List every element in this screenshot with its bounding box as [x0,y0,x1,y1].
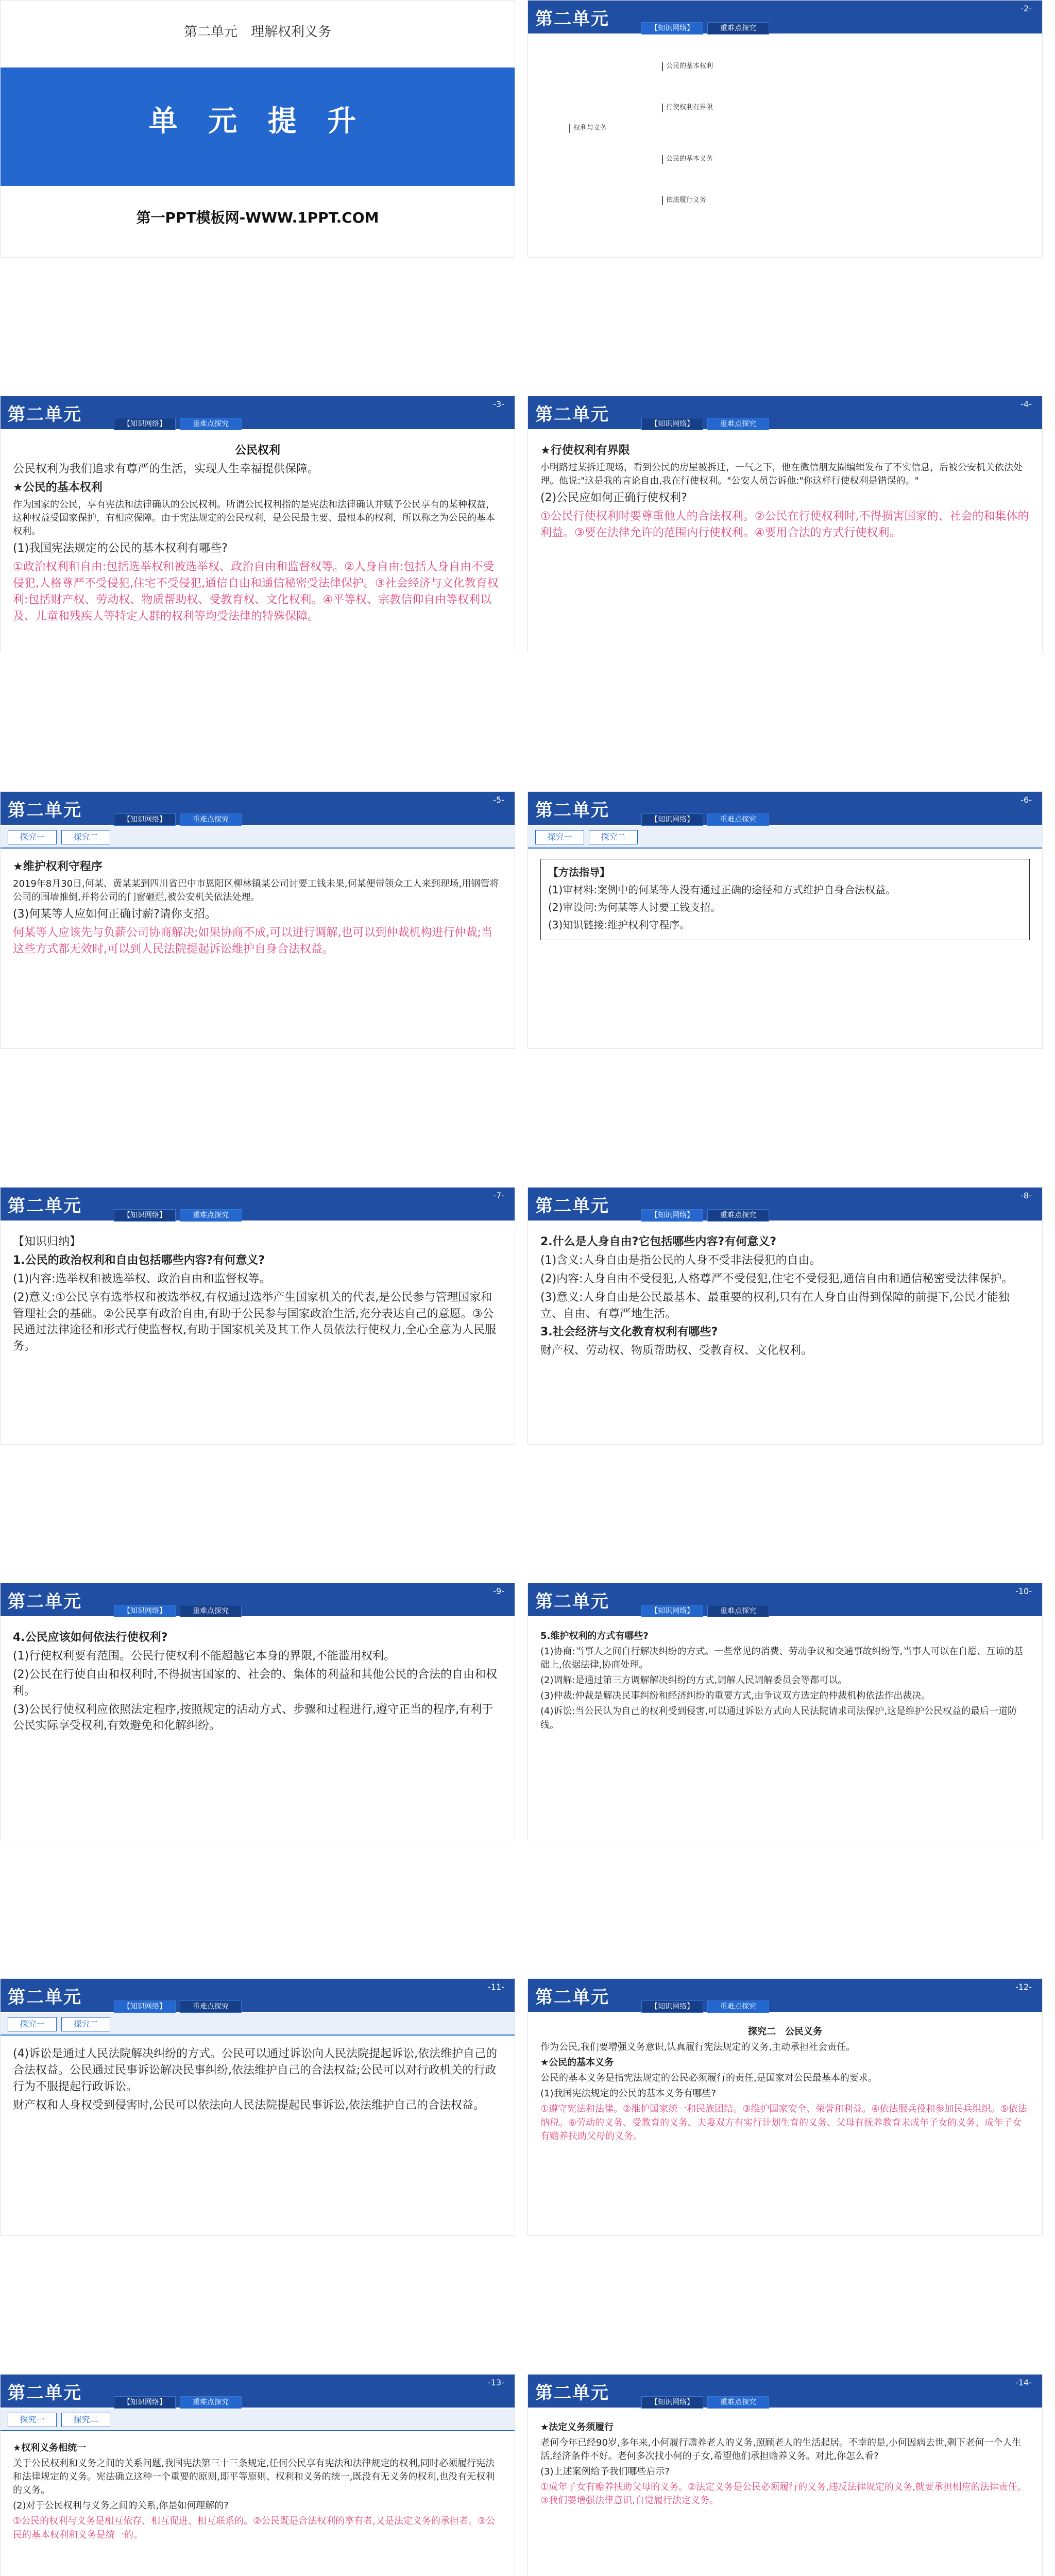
answer: 何某等人应该先与负薪公司协商解决;如果协商不成,可以进行调解,也可以到仲裁机构进行仲裁;当这些方式都无效时,可以到人民法院提起诉讼维护自身合法权益。 [13,926,492,956]
slide-14 [528,2374,1043,2576]
tab-knowledge[interactable]: 【知识网络】 [641,22,703,35]
subtab-explore-2[interactable]: 探究二 [61,2413,110,2427]
text-line: 公民的基本义务是指宪法规定的公民必须履行的责任,是国家对公民最基本的要求。 [540,2073,877,2084]
tab-knowledge[interactable]: 【知识网络】 [641,814,703,826]
slide-content [540,2421,1030,2510]
slide-header [1,1188,515,1221]
tab-explore[interactable]: 重难点探究 [707,2001,769,2013]
question: (1)我国宪法规定的公民的基本义务有哪些? [540,2088,717,2099]
tab-explore[interactable]: 重难点探究 [707,814,769,826]
tab-explore[interactable]: 重难点探究 [707,1209,769,1222]
unit-label: 第二单元 [535,1591,609,1612]
unit-label: 第二单元 [8,404,82,425]
subtab-explore-1[interactable]: 探究一 [535,830,584,844]
slide-header [1,396,515,429]
slide-4 [528,396,1043,653]
slide-content [13,443,502,626]
text-line: (2)公民在行使自由和权利时,不得损害国家的、社会的、集体的利益和其他公民的合法的自由和权利。 [13,1668,498,1698]
method-title: 【方法指导】 [548,866,610,878]
slide-header [528,2375,1042,2408]
slide-13 [0,2374,515,2576]
text-heading: ★公民的基本义务 [540,2057,614,2069]
slide-12 [528,1978,1043,2236]
text-line: (3)知识链接:维护权利守程序。 [548,919,690,931]
tab-knowledge[interactable]: 【知识网络】 [641,2001,703,2013]
question: 1.公民的政治权利和自由包括哪些内容?有何意义? [13,1253,265,1267]
slide-header [528,1188,1042,1221]
slide-content [13,859,502,960]
text-line: (4)诉讼是通过人民法院解决纠纷的方式。公民可以通过诉讼向人民法院提起诉讼,依法维护自己的合法权益。公民通过民事诉讼解决民事纠纷,依法维护自己的合法权益;公民可以对行政机关的行政行为不服提起行政诉讼。 [13,2047,498,2093]
question: (1)我国宪法规定的公民的基本权利有哪些? [13,541,228,555]
slide-2 [528,0,1043,258]
page-number: -12- [1015,1982,1032,1992]
sub-tab-bar [1,2013,515,2036]
subtab-explore-1[interactable]: 探究一 [8,2017,57,2031]
answer: ①公民的权利与义务是相互依存、相互促进、相互联系的。②公民既是合法权利的享有者,又是法定义务的承担者。③公民的基本权利和义务是统一的。 [13,2516,496,2540]
unit-label: 第二单元 [535,9,609,29]
unit-label: 第二单元 [8,800,82,821]
unit-label: 第二单元 [535,1196,609,1216]
subtab-explore-2[interactable]: 探究二 [61,830,110,844]
subtab-explore-2[interactable]: 探究二 [61,2017,110,2031]
slide-cover [0,0,515,258]
slide-content [540,2025,1030,2145]
text-line: (4)诉讼:当公民认为自己的权利受到侵害,可以通过诉讼方式向人民法院请求司法保护,这是维护公民权益的最后一道防线。 [540,1706,1017,1731]
tab-knowledge[interactable]: 【知识网络】 [114,2396,176,2409]
text-line: (3)公民行使权利应依照法定程序,按照规定的活动方式、步骤和过程进行,遵守正当的程序,有利于公民实际享受权利,有效避免和化解纠纷。 [13,1703,494,1733]
text-heading: ★维护权利守程序 [13,860,103,873]
page-number: -13- [488,2378,504,2387]
text-line: (1)协商:当事人之间自行解决纠纷的方式。一些常见的消费、劳动争议和交通事故纠纷等,当事人可以在自愿、互谅的基础上,依据法律,协商处理。 [540,1646,1024,1671]
unit-label: 第二单元 [8,1196,82,1216]
mindmap-node: 行使权利有界限 [662,104,713,112]
unit-label: 第二单元 [535,404,609,425]
tab-knowledge[interactable]: 【知识网络】 [641,2396,703,2409]
text-line: (2)内容:人身自由不受侵犯,人格尊严不受侵犯,住宅不受侵犯,通信自由和通信秘密受法律保护。 [540,1272,1013,1285]
tab-explore[interactable]: 重难点探究 [180,2396,242,2409]
sub-tab-bar [1,2409,515,2431]
slide-content [13,2046,502,2116]
text-line: 2019年8月30日,何某、黄某某到四川省巴中市恩阳区柳林镇某公司讨要工钱未果,何某便带领众工人来到现场,用钢管将公司的围墙推倒,并将公司的门窗砸烂,被公安机关依法处理。 [13,878,499,903]
slide-11 [0,1978,515,2236]
text-line: (1)含义:人身自由是指公民的人身不受非法侵犯的自由。 [540,1253,821,1267]
unit-label: 第二单元 [8,1987,82,2008]
slide-content [540,859,1030,940]
unit-label: 第二单元 [535,1987,609,2008]
slide-title: 公民权利 [234,444,280,457]
cover-caption: 第二单元 理解权利义务 [183,24,331,40]
slide-header [1,792,515,825]
text-line: 财产权、劳动权、物质帮助权、受教育权、文化权利。 [540,1344,813,1358]
question: 3.社会经济与文化教育权利有哪些? [540,1326,718,1339]
slide-header [1,1583,515,1616]
section-label: 【知识归纳】 [13,1235,81,1248]
answer: ①成年子女有赡养扶助父母的义务。②法定义务是公民必须履行的义务,违反法律规定的义务,就要承担相应的法律责任。③我们要增强法律意识,自觉履行法定义务。 [540,2482,1027,2506]
tab-knowledge[interactable]: 【知识网络】 [114,814,176,826]
text-line: (3)仲裁:仲裁是解决民事纠纷和经济纠纷的重要方式,由争议双方选定的仲裁机构依法作出裁决。 [540,1690,931,1702]
tab-knowledge[interactable]: 【知识网络】 [114,1605,176,1617]
text-line: (1)内容:选举权和被选举权、政治自由和监督权等。 [13,1272,271,1285]
slide-content [13,1234,502,1357]
tab-explore[interactable]: 重难点探究 [707,418,769,430]
slide-8 [528,1187,1043,1445]
cover-site: 第一PPT模板网-WWW.1PPT.COM [136,209,379,226]
text-line: (3)意义:人身自由是公民最基本、最重要的权利,只有在人身自由得到保障的前提下,公民才能独立、自由、有尊严地生活。 [540,1291,1010,1320]
text-heading: ★权利义务相统一 [13,2443,87,2453]
mindmap-node: 依法履行义务 [662,196,706,205]
question: (3)何某等人应如何正确讨薪?请你支招。 [13,908,216,921]
unit-label: 第二单元 [8,2383,82,2403]
page-number: -7- [493,1191,504,1200]
subtab-explore-1[interactable]: 探究一 [8,830,57,844]
page-number: -2- [1020,4,1032,13]
slide-header [528,1979,1042,2012]
page-number: -3- [493,399,504,409]
tab-explore[interactable]: 重难点探究 [180,1209,242,1222]
slide-header [528,396,1042,429]
slide-5 [0,791,515,1049]
text-line: (2)调解:是通过第三方调解解决纠纷的方式,调解人民调解委员会等都可以。 [540,1675,847,1686]
slide-header [1,1979,515,2012]
page-number: -11- [488,1982,504,1992]
page-number: -5- [493,795,504,805]
page-number: -9- [493,1586,504,1596]
question: (3)上述案例给予我们哪些启示? [540,2466,670,2478]
text-line: 公民权利为我们追求有尊严的生活，实现人生幸福提供保障。 [13,462,319,476]
slide-3 [0,396,515,653]
tab-explore[interactable]: 重难点探究 [180,418,242,430]
slide-6 [528,791,1043,1049]
tab-explore[interactable]: 重难点探究 [180,1605,242,1617]
tab-knowledge[interactable]: 【知识网络】 [114,418,176,430]
slide-content [540,1630,1030,1734]
slide-content [13,2442,502,2544]
page-number: -4- [1020,399,1032,409]
question: 4.公民应该如何依法行使权利? [13,1631,168,1644]
slide-10 [528,1583,1043,1840]
question: 5.维护权利的方式有哪些? [540,1631,649,1641]
mindmap-node: 权利与义务 [569,124,607,133]
tab-explore[interactable]: 重难点探究 [180,814,242,826]
slide-title: 探究二 公民义务 [748,2026,822,2037]
text-line: (2)意义:①公民享有选举权和被选举权,有权通过选举产生国家机关的代表,是公民参与管理国家和管理社会的基础。②公民享有政治自由,有助于公民参与国家政治生活,充分表达自己的意愿。③公民通过法律途径和形式行使监督权,有助于国家机关及其工作人员依法行使权力,全心全意为人民服务。 [13,1291,496,1353]
text-heading: ★公民的基本权利 [13,481,103,494]
text-line: (2)审设问:为何某等人讨要工钱支招。 [548,901,721,913]
mindmap [569,42,1023,248]
page-number: -14- [1015,2378,1032,2387]
page-number: -6- [1020,795,1032,805]
unit-label: 第二单元 [535,800,609,821]
unit-label: 第二单元 [8,1591,82,1612]
tab-explore[interactable]: 重难点探究 [707,2396,769,2409]
tab-explore[interactable]: 重难点探究 [707,22,769,35]
text-line: 老何今年已经90岁,多年来,小何履行赡养老人的义务,照顾老人的生活起居。不幸的是,小何因病去世,剩下老何一个人生活,经济条件不好。老何多次找小何的子女,希望他们承担赡养义务。对此,你怎么看? [540,2437,1022,2462]
unit-label: 第二单元 [535,2383,609,2403]
slide-7 [0,1187,515,1445]
text-heading: ★法定义务须履行 [540,2422,614,2433]
answer: ①遵守宪法和法律。②维护国家统一和民族团结。③维护国家安全、荣誉和利益。④依法服兵役和参加民兵组织。⑤依法纳税。⑥劳动的义务、受教育的义务、夫妻双方有实行计划生育的义务、父母有抚养教育未成年子女的义务、成年子女有赡养扶助父母的义务。 [540,2104,1027,2142]
cover-title: 单 元 提 升 [148,105,367,138]
slide-header [528,1,1042,33]
mindmap-node: 公民的基本义务 [662,155,713,164]
text-line: 作为国家的公民，享有宪法和法律确认的公民权利。所谓公民权利指的是宪法和法律确认并赋予公民享有的某种权益，这种权益受国家保护，有相应保障。由于宪法规定的公民权利，是公民最主要、最根本的权利，所以称之为公民的基本权利。 [13,499,495,537]
slide-content [13,1630,502,1736]
tab-knowledge[interactable]: 【知识网络】 [641,1605,703,1617]
subtab-explore-2[interactable]: 探究二 [589,830,638,844]
text-line: 财产权和人身权受到侵害时,公民可以依法向人民法院提起民事诉讼,依法维护自己的合法权益。 [13,2098,485,2112]
slide-header [528,1583,1042,1616]
text-line: (1)行使权利要有范围。公民行使权利不能超越它本身的界限,不能滥用权利。 [13,1649,396,1663]
question: 2.什么是人身自由?它包括哪些内容?有何意义? [540,1235,776,1248]
question: (2)公民应如何正确行使权利? [540,492,687,505]
answer: ①政治权利和自由:包括选举权和被选举权、政治自由和监督权等。②人身自由:包括人身自由不受侵犯,人格尊严不受侵犯,住宅不受侵犯,通信自由和通信秘密受法律保护。③社会经济与文化教育权利:包括财产权、劳动权、物质帮助权、受教育权、文化权利。④平等权、宗教信仰自由等权利以及、儿童和残疾人等特定人群的权利等均受法律的特殊保障。 [13,560,499,623]
page-number: -8- [1020,1191,1032,1200]
slide-content [540,1234,1030,1361]
text-line: (1)审材料:案例中的何某等人没有通过正确的途径和方式维护自身合法权益。 [548,884,896,896]
page-number: -10- [1015,1586,1032,1596]
tab-knowledge[interactable]: 【知识网络】 [641,1209,703,1222]
tab-knowledge[interactable]: 【知识网络】 [114,1209,176,1222]
tab-knowledge[interactable]: 【知识网络】 [641,418,703,430]
tab-explore[interactable]: 重难点探究 [180,2001,242,2013]
text-heading: ★行使权利有界限 [540,444,630,457]
slide-9 [0,1583,515,1840]
subtab-explore-1[interactable]: 探究一 [8,2413,57,2427]
sub-tab-bar [528,826,1042,849]
text-line: 作为公民,我们要增强义务意识,认真履行宪法规定的义务,主动承担社会责任。 [540,2042,856,2053]
slide-header [528,792,1042,825]
sub-tab-bar [1,826,515,849]
answer: ①公民行使权利时要尊重他人的合法权利。②公民在行使权利时,不得损害国家的、社会的和集体的利益。③要在法律允许的范围内行使权利。④要用合法的方式行使权利。 [540,510,1029,539]
mindmap-node: 公民的基本权利 [662,62,713,71]
slide-header [1,2375,515,2408]
text-line: 关于公民权利和义务之间的关系问题,我国宪法第三十三条规定,任何公民享有宪法和法律规定的权利,同时必须履行宪法和法律规定的义务。宪法确立这种一个重要的原则,即平等原则、权利和义务的统一,既没有无义务的权利,也没有无权利的义务。 [13,2458,495,2496]
text-line: 小明路过某拆迁现场，看到公民的房屋被拆迁，一气之下，他在微信朋友圈编辑发布了不实信息，后被公安机关依法处理。他说:"这是我的言论自由,我在行使权利。"公安人员告诉他:"你这样行使权利是错误的。" [540,462,1023,486]
tab-knowledge[interactable]: 【知识网络】 [114,2001,176,2013]
method-box [540,859,1030,940]
question: (2)对于公民权利与义务之间的关系,你是如何理解的? [13,2500,229,2512]
tab-explore[interactable]: 重难点探究 [707,1605,769,1617]
slide-content [540,443,1030,544]
